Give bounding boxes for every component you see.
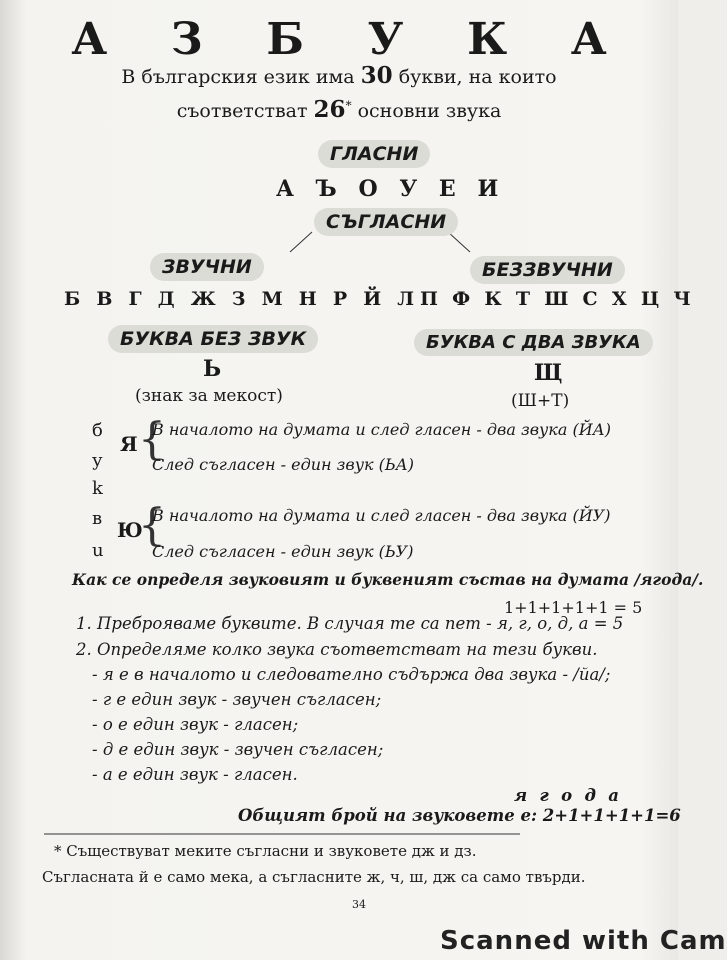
footnote-2: Съгласната й е само мека, а съгласните ж, ч, ш, дж са само твърди. — [42, 868, 586, 886]
intro-text: основни звука — [351, 100, 502, 122]
intro-line-2 — [0, 96, 678, 123]
yu-rule-1: В началото на думата и след гласен - два звука (ЙУ) — [152, 506, 611, 525]
ya-rule-1: В началото на думата и след гласен - два звука (ЙА) — [152, 420, 612, 439]
step-1: 1. Преброяваме буквите. В случая те са пет - я, г, о, д, а = 5 — [76, 614, 624, 633]
vowels-label: ГЛАСНИ — [318, 140, 430, 168]
ya-letter: Я — [120, 432, 138, 456]
side-letter-i: u — [92, 540, 104, 561]
yu-brace: { — [138, 500, 166, 551]
no-sound-label: БУКВА БЕЗ ЗВУК — [108, 325, 318, 353]
soft-sign-note: (знак за мекост) — [135, 386, 283, 406]
question: Как се определя звуковият и буквеният състав на думата /ягода/. — [72, 570, 704, 589]
sht-note: (Ш+Т) — [511, 391, 570, 411]
footnote-mark: * — [345, 98, 352, 113]
vowel-letters: А Ъ О У Е И — [276, 176, 506, 202]
page-number: 34 — [352, 898, 366, 911]
bullet-3: - о е един звук - гласен; — [92, 715, 299, 734]
letter-sum: 1+1+1+1+1 = 5 — [504, 598, 643, 617]
intro-text: съответстват — [176, 100, 314, 122]
ya-brace: { — [138, 414, 166, 465]
bullet-4: - д е един звук - звучен съгласен; — [92, 740, 384, 759]
consonants-label: СЪГЛАСНИ — [314, 208, 458, 236]
word-letters: я г о д а — [514, 786, 623, 805]
sht-letter: Щ — [534, 360, 563, 386]
yu-letter: Ю — [117, 518, 143, 542]
intro-text: В българския език има — [121, 66, 361, 88]
voiced-letters: Б В Г Д Ж З М Н Р Й Л — [64, 288, 419, 310]
intro-line-1 — [0, 62, 678, 89]
voiceless-letters: П Ф К Т Ш С Х Ц Ч — [420, 288, 695, 310]
page-title: А З Б У К А — [71, 14, 631, 65]
branch-line-right — [448, 232, 470, 252]
ya-rule-2: След съгласен - един звук (ЬА) — [152, 455, 414, 474]
side-letter-v: в — [92, 508, 103, 529]
total-sounds: Общият брой на звуковете е: 2+1+1+1+1=6 — [238, 806, 681, 825]
soft-sign-letter: Ь — [203, 356, 222, 382]
side-letter-k: k — [92, 478, 103, 499]
intro-text: букви, на които — [392, 66, 557, 88]
yu-rule-2: След съгласен - един звук (ЬУ) — [152, 542, 414, 561]
footnote-1: * Съществуват меките съгласни и звуковете дж и дз. — [54, 842, 477, 860]
scanner-watermark: Scanned with Cam — [440, 926, 727, 956]
side-letter-b: б — [92, 420, 103, 441]
bullet-2: - г е един звук - звучен съгласен; — [92, 690, 382, 709]
side-letter-u: у — [92, 450, 103, 471]
voiced-label: ЗВУЧНИ — [150, 253, 264, 281]
step-2: 2. Определяме колко звука съответстват на тези букви. — [76, 640, 598, 659]
sound-count: 26 — [313, 96, 346, 123]
branch-line-left — [290, 232, 312, 252]
bullet-1: - я е в началото и следователно съдържа два звука - /йа/; — [92, 665, 611, 684]
voiceless-label: БЕЗЗВУЧНИ — [470, 256, 625, 284]
letter-count: 30 — [360, 62, 393, 89]
bullet-5: - а е един звук - гласен. — [92, 765, 298, 784]
two-sounds-label: БУКВА С ДВА ЗВУКА — [414, 329, 653, 356]
